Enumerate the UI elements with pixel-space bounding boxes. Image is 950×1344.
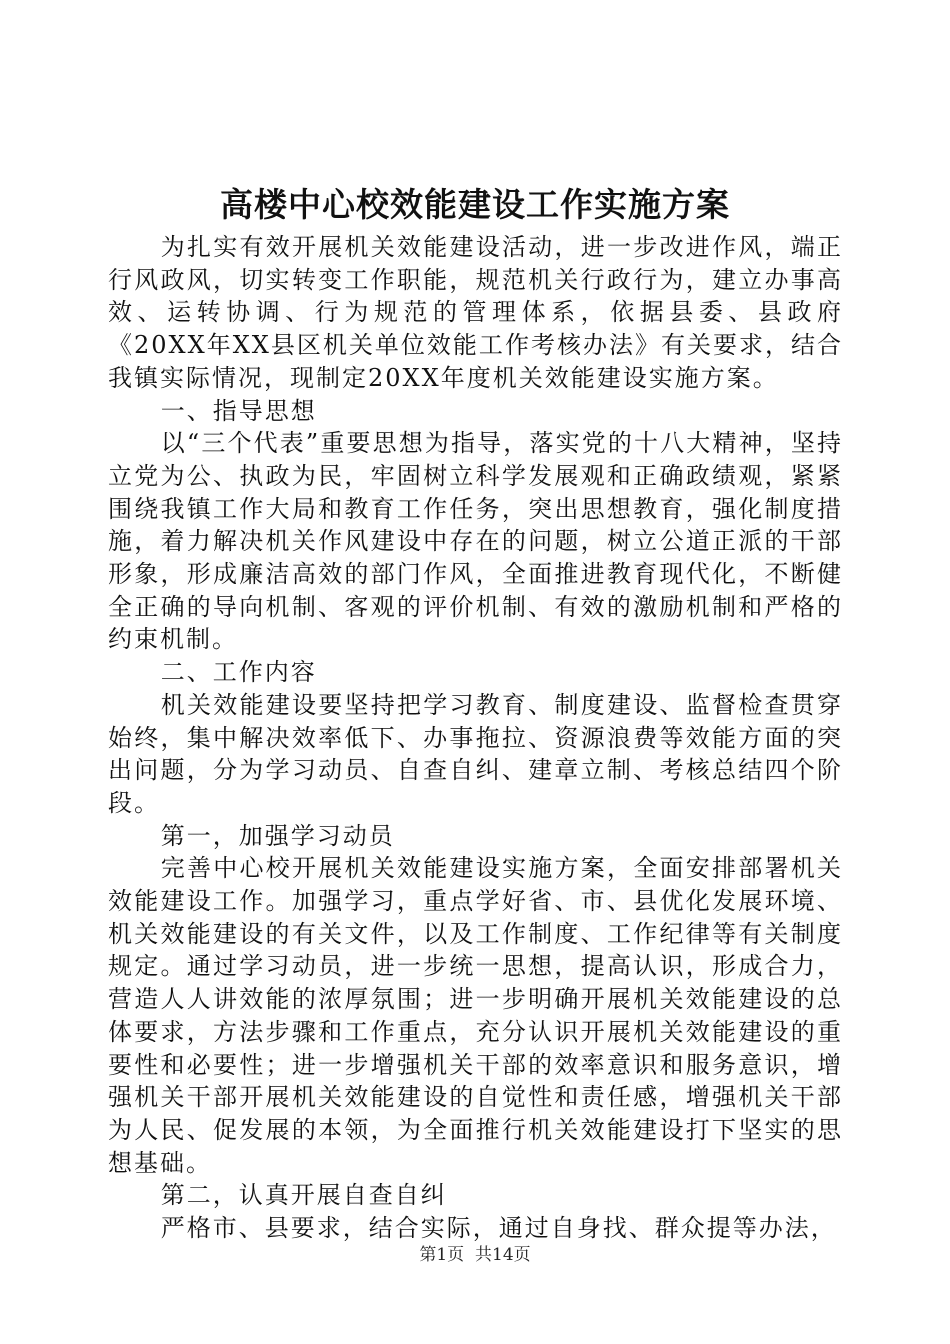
intro-paragraph: 为扎实有效开展机关效能建设活动，进一步改进作风，端正行风政风，切实转变工作职能，规范机关行政行为，建立办事高效、运转协调、行为规范的管理体系，依据县委、县政府《20XX年XX县区机关单位效能工作考核办法》有关要求，结合我镇实际情况，现制定20XX年度机关效能建设实施方案。: [108, 233, 843, 392]
guiding-thought-paragraph: 以“三个代表”重要思想为指导，落实党的十八大精神，坚持立党为公、执政为民，牢固树立科学发展观和正确政绩观，紧紧围绕我镇工作大局和教育工作任务，突出思想教育，强化制度措施，着力解决机关作风建设中存在的问题，树立公道正派的干部形象，形成廉洁高效的部门作风，全面推进教育现代化，不断健全正确的导向机制、客观的评价机制、有效的激励机制和严格的约束机制。: [108, 429, 843, 654]
document-body: [108, 231, 843, 1245]
page-number: 第1页: [419, 1245, 465, 1265]
document-title: 高楼中心校效能建设工作实施方案: [220, 185, 730, 224]
page-total: 共14页: [475, 1245, 531, 1265]
work-content-paragraph: 机关效能建设要坚持把学习教育、制度建设、监督检查贯穿始终，集中解决效率低下、办事拖拉、资源浪费等效能方面的突出问题，分为学习动员、自查自纠、建章立制、考核总结四个阶段。: [108, 690, 843, 817]
section-heading-guiding-thought: 一、指导思想: [160, 396, 317, 425]
subheading-self-inspection: 第二，认真开展自查自纠: [160, 1181, 447, 1210]
self-inspection-paragraph: 严格市、县要求，结合实际，通过自身找、群众提等办法，: [160, 1214, 837, 1243]
study-mobilization-paragraph: 完善中心校开展机关效能建设实施方案，全面安排部署机关效能建设工作。加强学习，重点学好省、市、县优化发展环境、机关效能建设的有关文件，以及工作制度、工作纪律等有关制度规定。通过学习动员，进一步统一思想，提高认识，形成合力，营造人人讲效能的浓厚氛围；进一步明确开展机关效能建设的总体要求，方法步骤和工作重点，充分认识开展机关效能建设的重要性和必要性；进一步增强机关干部的效率意识和服务意识，增强机关干部开展机关效能建设的自觉性和责任感，增强机关干部为人民、促发展的本领，为全面推行机关效能建设打下坚实的思想基础。: [108, 854, 843, 1177]
page-footer: [0, 1243, 950, 1267]
section-heading-work-content: 二、工作内容: [160, 658, 317, 687]
subheading-study-mobilization: 第一，加强学习动员: [160, 821, 395, 850]
